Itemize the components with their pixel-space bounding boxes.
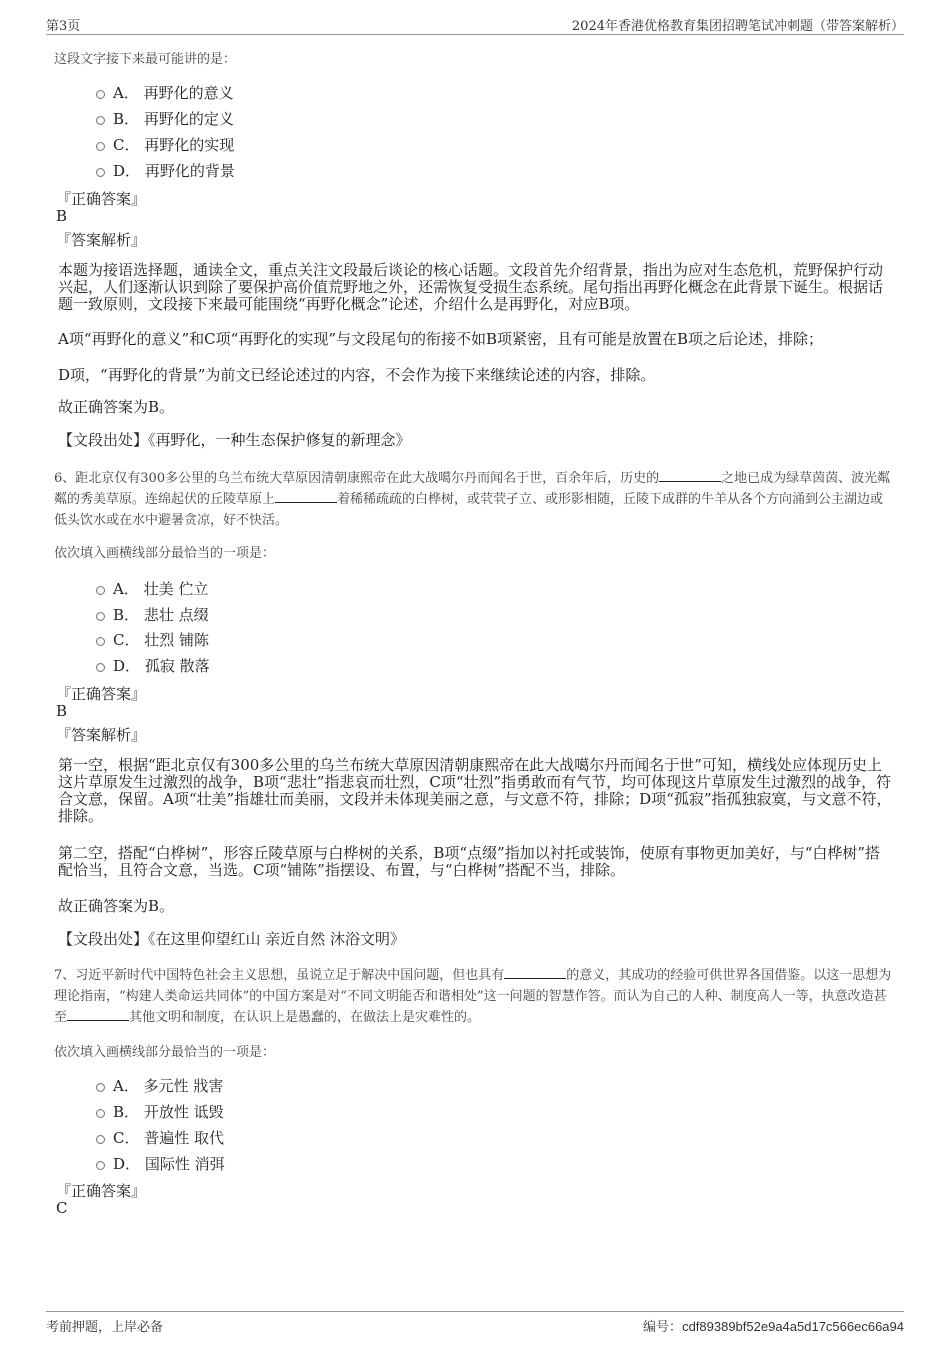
q6-analysis-p1: 第一空，根据“距北京仅有300多公里的乌兰布统大草原因清朝康熙帝在此大战噶尔丹而闻名于世”可知，横线处应体现历史上这片草原发生过激烈的战争，B项“悲壮”指悲哀而壮烈，C项“壮烈”指勇敢而有气节，均可体现这片草原发生过激烈的战争，符合文意，保留。A项“壮美”指雄壮而美丽，文段并未体现美丽之意，与文意不符，排除；D项“孤寂”指孤独寂寞，与文意不符，排除。: [58, 756, 892, 825]
q7-text: [54, 965, 896, 1028]
option-letter: D．: [113, 657, 141, 675]
q7-text-b: 的意义，其成功的经验可供世界各国借鉴。以这一思想为理论指南，“构建人类命运共同体”的中国方案是对“不同文明能否和谐相处”这一问题的智慧作答。而认为自己的人种、制度高人一等，执意改造甚至: [54, 968, 892, 1025]
q5-answer-label: 『正确答案』: [56, 190, 147, 208]
document-title: 2024年香港优格教育集团招聘笔试冲刺题（带答案解析）: [571, 19, 904, 34]
footer-slogan: 考前押题，上岸必备: [46, 1320, 164, 1335]
q7-prompt: 依次填入画横线部分最恰当的一项是：: [54, 1045, 276, 1060]
radio-icon[interactable]: [96, 168, 105, 177]
q5-analysis-p1: 本题为接语选择题，通读全文，重点关注文段最后谈论的核心话题。文段首先介绍背景，指出为应对生态危机，荒野保护行动兴起，人们逐渐认识到除了要保护高价值荒野地之外，还需恢复受损生态系统。尾句指出再野化概念在此背景下诞生。根据话题一致原则，文段接下来最可能围绕“再野化概念”论述，介绍什么是再野化，对应B项。: [58, 261, 884, 313]
q5-option-b[interactable]: [96, 108, 234, 129]
option-letter: D．: [113, 1155, 141, 1173]
q5-analysis-p4: 故正确答案为B。: [58, 398, 175, 416]
radio-icon[interactable]: [96, 1109, 105, 1118]
q5-option-a[interactable]: [96, 82, 234, 103]
fill-blank: [67, 1008, 129, 1021]
q6-answer-label: 『正确答案』: [56, 685, 147, 703]
code-value: cdf89389bf52e9a4a5d17c566ec66a94: [682, 1319, 904, 1334]
q6-option-b[interactable]: [96, 604, 209, 625]
q7-option-d[interactable]: [96, 1153, 225, 1174]
option-text: 再野化的背景: [144, 162, 235, 180]
page-footer: [46, 1311, 904, 1336]
q5-analysis-label: 『答案解析』: [56, 231, 147, 249]
option-text: 壮美 伫立: [143, 580, 209, 598]
fill-blank: [275, 490, 337, 503]
q6-option-c[interactable]: [96, 629, 209, 650]
option-text: 悲壮 点缀: [143, 606, 209, 624]
option-letter: C．: [113, 1129, 140, 1147]
radio-icon[interactable]: [96, 1135, 105, 1144]
q6-text-a: 6、距北京仅有300多公里的乌兰布统大草原因清朝康熙帝在此大战噶尔丹而闻名于世，百余年后，历史的: [54, 471, 660, 486]
q5-analysis-p2: A项“再野化的意义”和C项“再野化的实现”与文段尾句的衔接不如B项紧密，且有可能是放置在B项之后论述，排除；: [58, 330, 824, 348]
option-text: 国际性 消弭: [144, 1155, 225, 1173]
option-text: 再野化的定义: [143, 110, 234, 128]
option-letter: A．: [113, 580, 139, 598]
q6-analysis-p2: 第二空，搭配“白桦树”，形容丘陵草原与白桦树的关系，B项“点缀”指加以衬托或装饰，使原有事物更加美好，与“白桦树”搭配恰当，且符合文意，当选。C项“铺陈”指摆设、布置，与“白桦树”搭配不当，排除。: [58, 844, 881, 879]
q7-answer: C: [56, 1199, 68, 1217]
q6-analysis-label: 『答案解析』: [56, 726, 147, 744]
q5-option-d[interactable]: [96, 160, 235, 181]
option-text: 多元性 戕害: [143, 1077, 224, 1095]
radio-icon[interactable]: [96, 612, 105, 621]
q7-option-c[interactable]: [96, 1127, 224, 1148]
radio-icon[interactable]: [96, 637, 105, 646]
q6-prompt: 依次填入画横线部分最恰当的一项是：: [54, 546, 276, 561]
option-letter: C．: [113, 136, 140, 154]
option-text: 再野化的意义: [143, 84, 234, 102]
q7-text-a: 7、习近平新时代中国特色社会主义思想，虽说立足于解决中国问题，但也具有: [54, 968, 505, 983]
radio-icon[interactable]: [96, 586, 105, 595]
q5-answer: B: [56, 207, 68, 225]
option-letter: A．: [113, 84, 139, 102]
option-letter: C．: [113, 631, 140, 649]
option-letter: B．: [113, 1103, 140, 1121]
fill-blank: [504, 966, 566, 979]
q6-option-a[interactable]: [96, 578, 208, 599]
q6-answer: B: [56, 702, 68, 720]
option-letter: A．: [113, 1077, 139, 1095]
q6-option-d[interactable]: [96, 655, 210, 676]
q7-answer-label: 『正确答案』: [56, 1182, 147, 1200]
q7-option-b[interactable]: [96, 1101, 224, 1122]
option-text: 开放性 诋毁: [143, 1103, 224, 1121]
q5-prompt: 这段文字接下来最可能讲的是：: [54, 52, 237, 67]
option-text: 再野化的实现: [144, 136, 235, 154]
q6-text-c: 着稀稀疏疏的白桦树，或茕茕孑立、或形影相随，丘陵下成群的牛羊从各个方向涌到公主湖边或低头饮水或在水中避暑贪凉，好不快活。: [54, 492, 884, 528]
fill-blank: [659, 469, 721, 482]
radio-icon[interactable]: [96, 663, 105, 672]
radio-icon[interactable]: [96, 1161, 105, 1170]
radio-icon[interactable]: [96, 1083, 105, 1092]
q5-source: 【文段出处】《再野化，一种生态保护修复的新理念》: [58, 431, 411, 449]
radio-icon[interactable]: [96, 116, 105, 125]
code-label: 编号：: [643, 1320, 683, 1335]
page-header: [46, 12, 904, 35]
document-code: [643, 1316, 904, 1335]
option-text: 壮烈 铺陈: [144, 631, 210, 649]
option-text: 孤寂 散落: [144, 657, 210, 675]
option-letter: D．: [113, 162, 141, 180]
radio-icon[interactable]: [96, 142, 105, 151]
q6-text: [54, 468, 896, 531]
q7-text-c: 其他文明和制度，在认识上是愚蠢的，在做法上是灾难性的。: [129, 1010, 481, 1025]
q6-source: 【文段出处】《在这里仰望红山 亲近自然 沐浴文明》: [58, 930, 406, 948]
page-number: 第3页: [46, 19, 81, 34]
option-letter: B．: [113, 110, 140, 128]
radio-icon[interactable]: [96, 90, 105, 99]
q5-analysis-p3: D项，“再野化的背景”为前文已经论述过的内容，不会作为接下来继续论述的内容，排除。: [58, 366, 656, 384]
option-letter: B．: [113, 606, 140, 624]
q7-option-a[interactable]: [96, 1075, 223, 1096]
q5-option-c[interactable]: [96, 134, 234, 155]
option-text: 普遍性 取代: [144, 1129, 225, 1147]
q6-analysis-p3: 故正确答案为B。: [58, 897, 175, 915]
q6-text-b: 之地已成为绿草茵茵、波光粼粼的秀美草原。连绵起伏的丘陵草原上: [54, 471, 891, 507]
